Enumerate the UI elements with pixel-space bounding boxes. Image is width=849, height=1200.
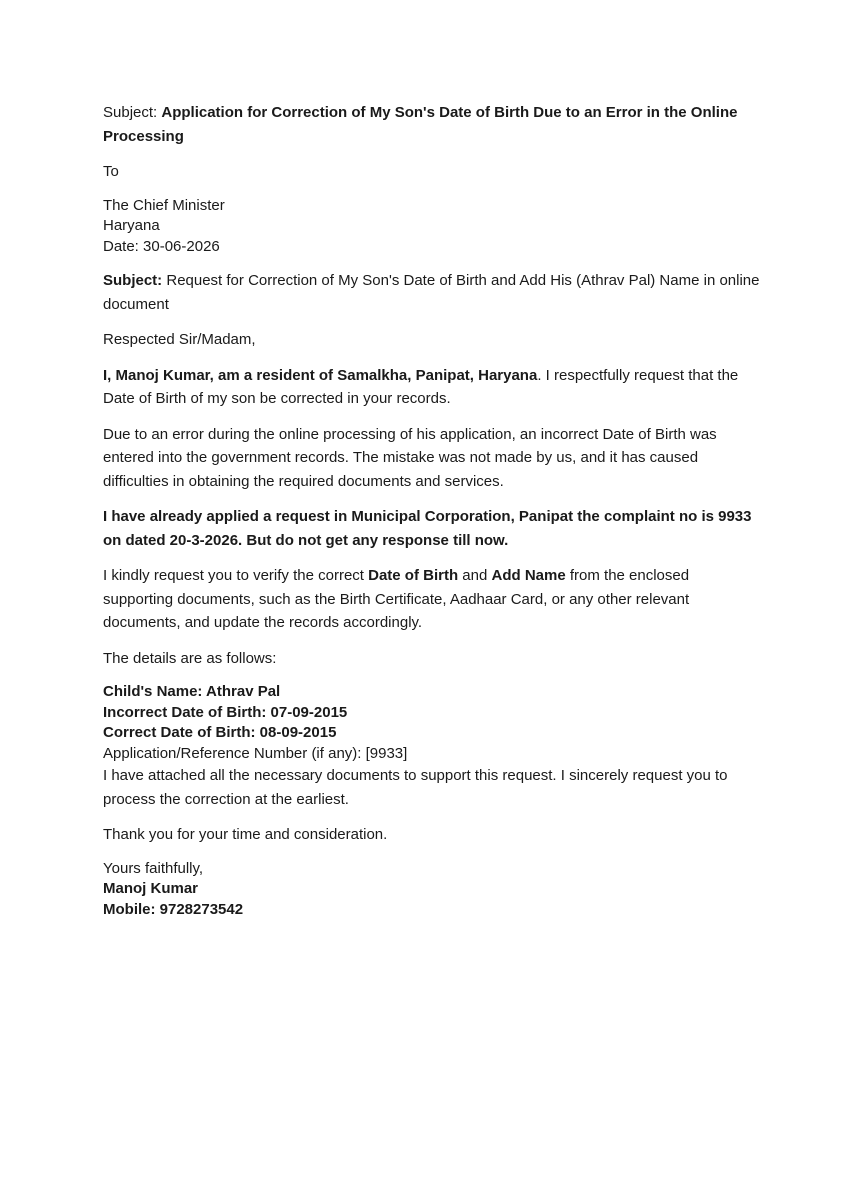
subject-line (103, 269, 763, 316)
letter-date: Date: 30-06-2026 (103, 237, 220, 255)
recipient-title: The Chief Minister (103, 196, 225, 214)
thanks-line: Thank you for your time and consideration. (103, 826, 388, 843)
closing-line: Yours faithfully, (103, 859, 204, 877)
verify-bold-name: Add Name (491, 567, 566, 584)
header-subject-title: Application for Correction of My Son's Date of Birth Due to an Error in the Online Processing (103, 104, 738, 145)
intro-rest: . I respectfully request that the Date of Birth of my son be corrected in your records. (103, 366, 739, 407)
to-line: To (103, 163, 119, 180)
header-subject (103, 101, 763, 148)
header-subject-prefix: Subject: (103, 104, 162, 121)
intro-paragraph (103, 364, 763, 411)
correct-dob: Correct Date of Birth: 08-09-2015 (103, 724, 337, 741)
reference-number: Application/Reference Number (if any): [9933] (103, 744, 408, 762)
verify-text-2: and (458, 567, 492, 584)
details-list (103, 682, 763, 811)
verify-bold-dob: Date of Birth (368, 567, 459, 584)
letter-body (103, 101, 763, 920)
verify-text-1: I kindly request you to verify the correct (103, 567, 369, 584)
incorrect-dob: Incorrect Date of Birth: 07-09-2015 (103, 703, 348, 721)
salutation: Respected Sir/Madam, (103, 331, 256, 348)
signer-mobile: Mobile: 9728273542 (103, 900, 244, 918)
subject-text: Request for Correction of My Son's Date of Birth and Add His (Athrav Pal) Name in online document (103, 272, 760, 313)
details-intro: The details are as follows: (103, 649, 277, 667)
recipient-address (103, 196, 763, 258)
signature-block (103, 859, 763, 921)
applied-paragraph: I have already applied a request in Municipal Corporation, Panipat the complaint no is 9933 on dated 20-3-2026. But do not get any response till now. (103, 508, 752, 549)
intro-bold: I, Manoj Kumar, am a resident of Samalkha, Panipat, Haryana (103, 366, 538, 384)
child-name: Child's Name: Athrav Pal (103, 683, 281, 700)
signer-name: Manoj Kumar (103, 880, 199, 897)
subject-label: Subject: (103, 272, 163, 289)
error-paragraph: Due to an error during the online processing of his application, an incorrect Date of Birth was entered into the government records. The mistake was not made by us, and it has caused difficulties in obtaining the required documents and services. (103, 425, 717, 490)
attached-paragraph: I have attached all the necessary documents to support this request. I sincerely request you to process the correction at the earliest. (103, 767, 728, 808)
verify-paragraph (103, 564, 763, 635)
verify-text-3: from the enclosed supporting documents, such as the Birth Certificate, Aadhaar Card, or any other relevant documents, and update the records accordingly. (103, 567, 690, 631)
recipient-state: Haryana (103, 217, 160, 234)
